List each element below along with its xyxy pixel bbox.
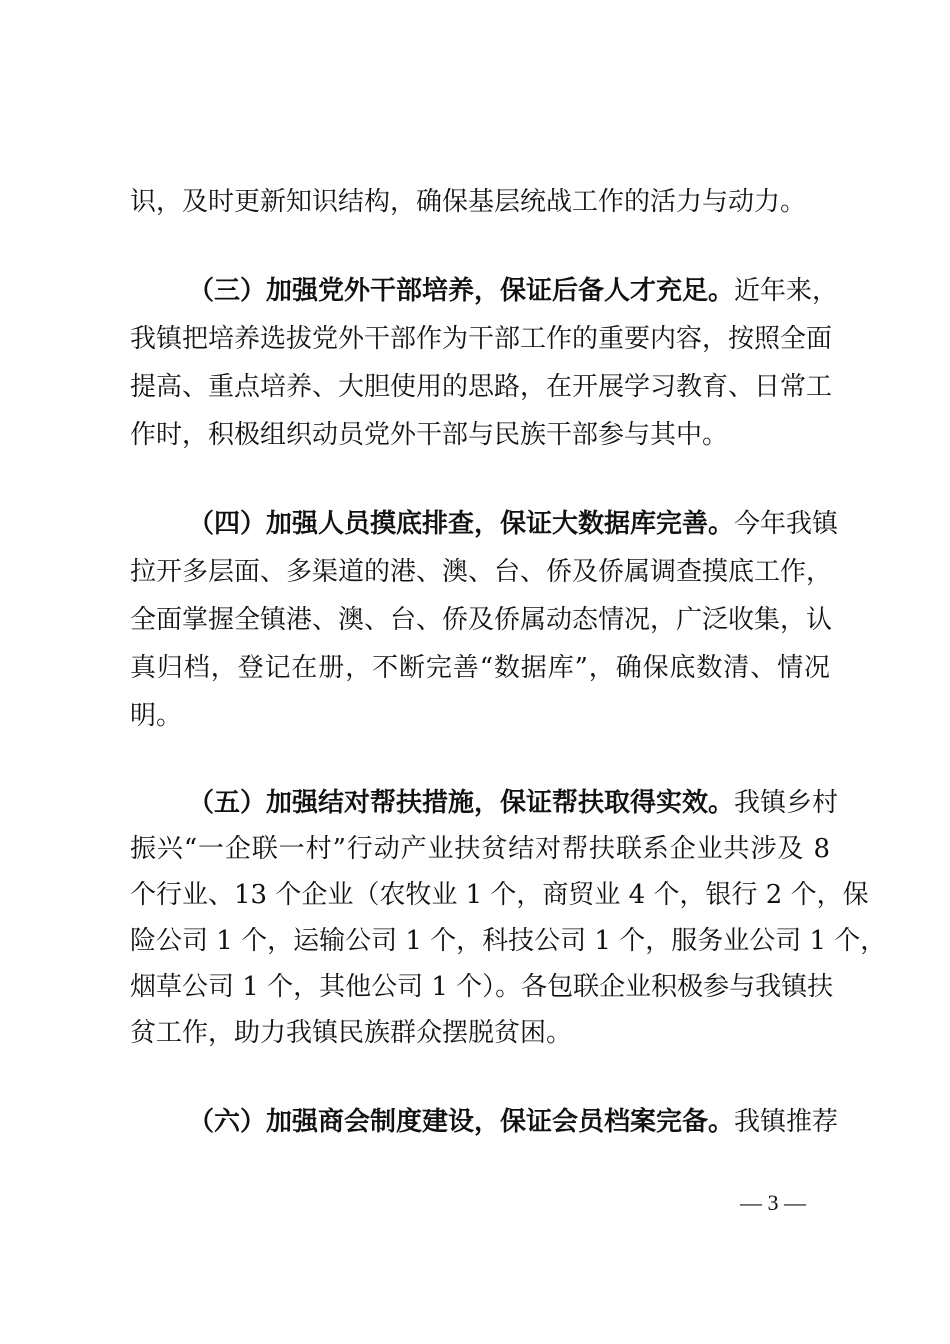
page-number: — 3 — xyxy=(740,1190,806,1215)
paragraph-3-first-line xyxy=(188,274,839,308)
paragraph-text: 今年我镇 xyxy=(734,509,839,539)
paragraph-text: 我镇推荐 xyxy=(734,1107,839,1137)
section-heading: （六）加强商会制度建设，保证会员档案完备。 xyxy=(188,1107,735,1137)
paragraph-text: 近年来， xyxy=(734,276,839,306)
paragraph-line: 我镇把培养选拔党外干部作为干部工作的重要内容，按照全面 xyxy=(130,324,833,354)
section-heading: （四）加强人员摸底排查，保证大数据库完善。 xyxy=(188,509,735,539)
paragraph-line: 险公司 1 个，运输公司 1 个，科技公司 1 个，服务业公司 1 个， xyxy=(130,926,887,956)
paragraph-line: 识，及时更新知识结构，确保基层统战工作的活力与动力。 xyxy=(130,187,807,217)
paragraph-line: 个行业、13 个企业（农牧业 1 个，商贸业 4 个，银行 2 个，保 xyxy=(130,880,869,910)
paragraph-line: 真归档，登记在册，不断完善“数据库”，确保底数清、情况 xyxy=(130,653,830,683)
paragraph-text: 我镇乡村 xyxy=(734,788,839,818)
paragraph-line: 明。 xyxy=(130,701,183,731)
paragraph-5-first-line xyxy=(188,786,839,820)
paragraph-line: 烟草公司 1 个，其他公司 1 个）。各包联企业积极参与我镇扶 xyxy=(130,972,834,1002)
paragraph-line: 拉开多层面、多渠道的港、澳、台、侨及侨属调查摸底工作， xyxy=(130,557,833,587)
section-heading: （三）加强党外干部培养，保证后备人才充足。 xyxy=(188,276,735,306)
paragraph-4-first-line xyxy=(188,507,839,541)
section-heading: （五）加强结对帮扶措施，保证帮扶取得实效。 xyxy=(188,788,735,818)
paragraph-line: 作时，积极组织动员党外干部与民族干部参与其中。 xyxy=(130,420,729,450)
paragraph-line: 贫工作，助力我镇民族群众摆脱贫困。 xyxy=(130,1018,573,1048)
paragraph-line: 振兴“一企联一村”行动产业扶贫结对帮扶联系企业共涉及 8 xyxy=(130,834,830,864)
paragraph-line: 全面掌握全镇港、澳、台、侨及侨属动态情况，广泛收集，认 xyxy=(130,605,833,635)
paragraph-6-first-line xyxy=(188,1105,839,1139)
paragraph-line: 提高、重点培养、大胆使用的思路，在开展学习教育、日常工 xyxy=(130,372,833,402)
